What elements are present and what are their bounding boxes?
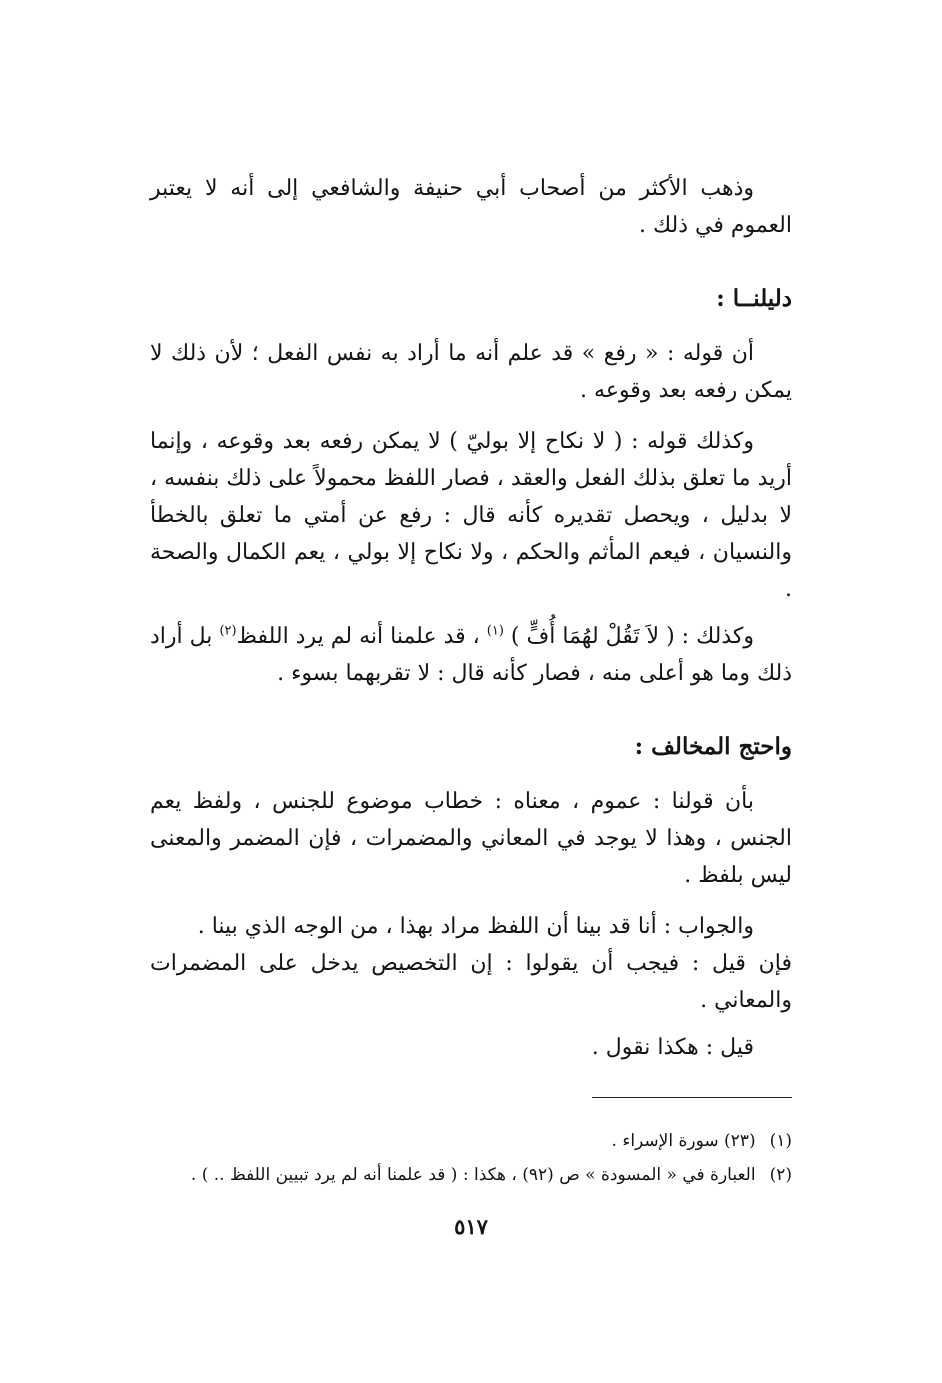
paragraph-5: بأن قولنا : عموم ، معناه : خطاب موضوع للجنس ، ولفظ يعم الجنس ، وهذا لا يوجد في المعاني والمضمرات ، فإن المضمر والمعنى ليس بلفظ . — [150, 789, 792, 888]
heading-evidence: دليلنــا : — [716, 285, 792, 312]
paragraph-4-end: بل أراد ذلك وما هو أعلى منه ، فصار كأنه قال : لا تقربهما بسوء . — [150, 624, 792, 686]
page-number: ٥١٧ — [454, 1214, 488, 1239]
paragraph-6: والجواب : أنا قد بينا أن اللفظ مراد بهذا ، من الوجه الذي بينا . — [197, 914, 754, 939]
footnote-number: (١) — [769, 1131, 792, 1151]
footnote-1 — [130, 1124, 792, 1158]
footnote-ref-2[interactable]: (٢) — [219, 623, 237, 639]
footnote-2 — [130, 1158, 792, 1192]
footnotes — [130, 1124, 792, 1192]
paragraph-8: قيل : هكذا نقول . — [591, 1035, 754, 1060]
quran-quote: وكذلك : ( لاَ تَقُلْ لهُمَا أُفٍّ ) — [510, 624, 754, 649]
footnote-ref-1[interactable]: (١) — [486, 623, 504, 639]
paragraph-7: فإن قيل : فيجب أن يقولوا : إن التخصيص يدخل على المضمرات والمعاني . — [150, 951, 792, 1013]
paragraph-1: وذهب الأكثر من أصحاب أبي حنيفة والشافعي إلى أنه لا يعتبر العموم في ذلك . — [150, 176, 792, 238]
paragraph-4 — [150, 618, 792, 692]
footnote-text: العبارة في « المسودة » ص (٩٢) ، هكذا : ( قد علمنا أنه لم يرد تبيين اللفظ .. ) . — [190, 1165, 756, 1185]
footnote-divider — [592, 1097, 792, 1098]
heading-opponent: واحتج المخالف : — [634, 733, 792, 760]
paragraph-2: أن قوله : « رفع » قد علم أنه ما أراد به نفس الفعل ؛ لأن ذلك لا يمكن رفعه بعد وقوعه . — [150, 341, 792, 403]
footnote-number: (٢) — [769, 1165, 792, 1185]
paragraph-3: وكذلك قوله : ( لا نكاح إلا بوليّ ) لا يمكن رفعه بعد وقوعه ، وإنما أريد ما تعلق بذلك الفعل والعقد ، فصار اللفظ محمولاً على ذلك بنفسه ، لا بدليل ، ويحصل تقديره كأنه قال : رفع عن أمتي ما تعلق بالخطأ والنسيان ، فيعم المأثم والحكم ، ولا نكاح إلا بولي ، يعم الكمال والصحة . — [150, 429, 792, 602]
paragraph-4-middle: ، قد علمنا أنه لم يرد اللفظ — [236, 624, 480, 649]
footnote-text: (٢٣) سورة الإسراء . — [611, 1131, 756, 1151]
page-body — [150, 170, 792, 1066]
